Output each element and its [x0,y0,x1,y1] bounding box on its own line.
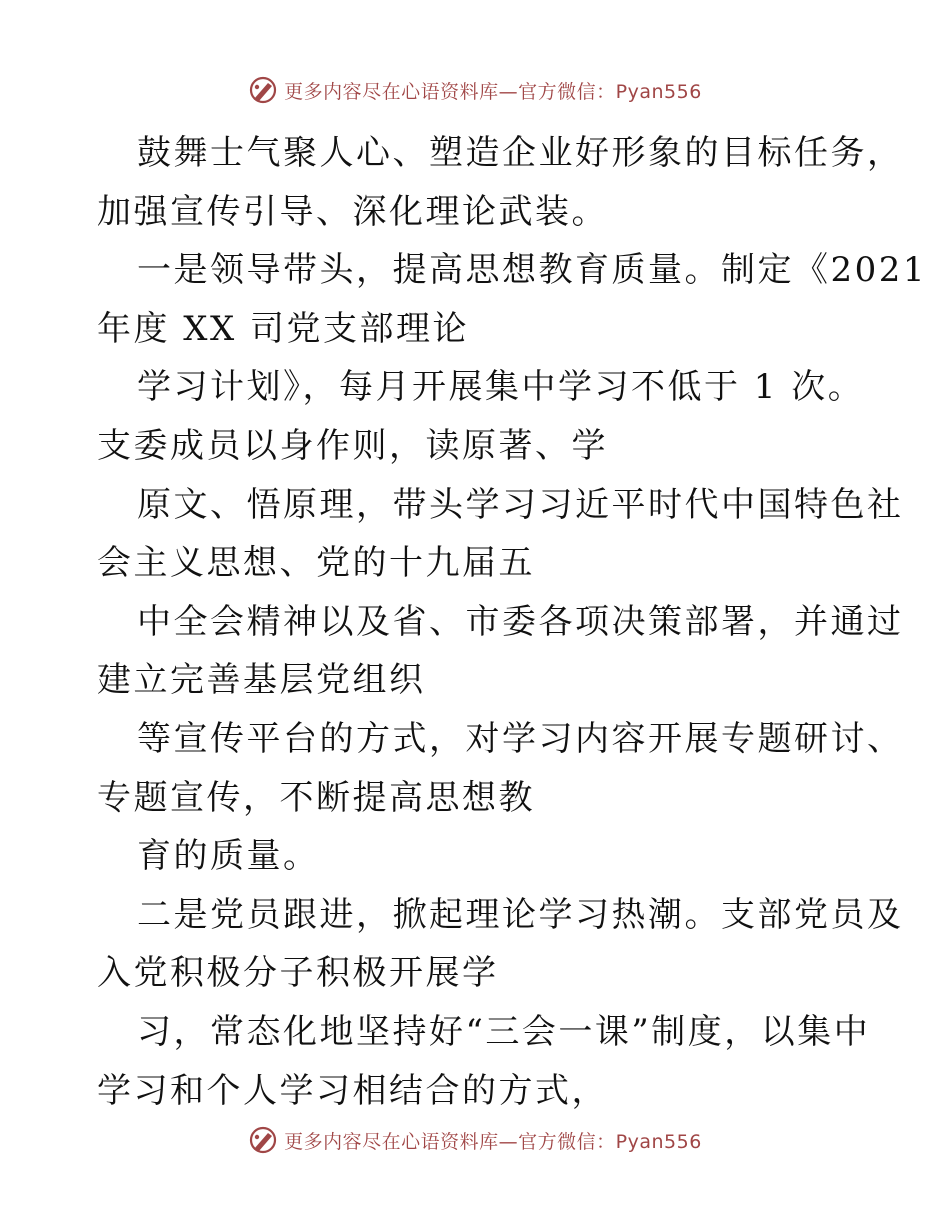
text-line: 习，常态化地坚持好“三会一课”制度，以集中 [137,1011,871,1052]
footer-watermark-banner [0,1120,950,1160]
document-body [97,124,928,1120]
text-line: 学习计划》，每月开展集中学习不低于 1 次。 [137,367,865,408]
text-line: 中全会精神以及省、市委各项决策部署，并通过 [137,601,904,642]
text-line: 育的质量。 [137,836,320,877]
header-watermark-text: 更多内容尽在心语资料库—官方微信：Pyan556 [284,80,702,103]
text-line: 建立完善基层党组织 [97,660,426,701]
header-watermark-banner [0,70,950,110]
text-line: 年度 XX 司党支部理论 [97,308,470,349]
pen-logo-icon [248,1125,278,1155]
text-line: 学习和个人学习相结合的方式， [97,1070,608,1111]
text-line: 一是领导带头，提高思想教育质量。制定《2021 [137,250,928,291]
pen-logo-icon [248,75,278,105]
text-line: 二是党员跟进，掀起理论学习热潮。支部党员及 [137,894,904,935]
text-line: 会主义思想、党的十九届五 [97,543,535,584]
footer-watermark-text: 更多内容尽在心语资料库—官方微信：Pyan556 [284,1130,702,1153]
text-line: 入党积极分子积极开展学 [97,953,499,994]
text-line: 加强宣传引导、深化理论武装。 [97,191,608,232]
text-line: 等宣传平台的方式，对学习内容开展专题研讨、 [137,718,904,759]
text-line: 原文、悟原理，带头学习习近平时代中国特色社 [137,484,904,525]
text-line: 鼓舞士气聚人心、塑造企业好形象的目标任务， [137,133,904,173]
text-line: 专题宣传，不断提高思想教 [97,777,535,818]
text-line: 支委成员以身作则，读原著、学 [97,425,608,466]
